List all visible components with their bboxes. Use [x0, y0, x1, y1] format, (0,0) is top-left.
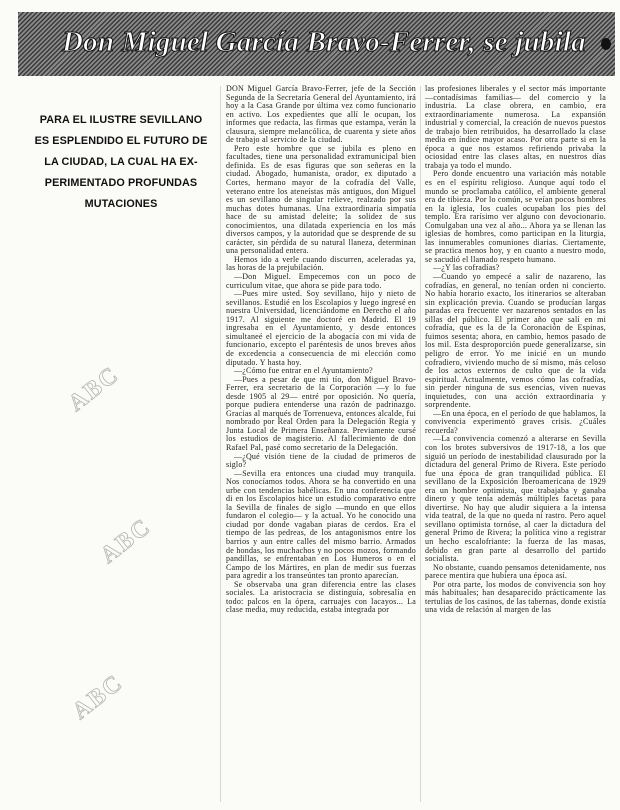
bullet-dot-icon	[601, 38, 611, 50]
abc-watermark: ABC	[67, 669, 129, 725]
paragraph: No obstante, cuando pensamos detenidamente, nos parece mentira que hubiera una época así.	[425, 562, 606, 581]
paragraph: —Sevilla era entonces una ciudad muy tranquila. Nos conocíamos todos. Ahora se ha convertido en una urbe con tendencias babélicas. En una conferencia que di en los Escolapios hice un estudio comparativo entre la Sevilla de finales de siglo —mundo en que ellos fundaron el colegio— y la actual. Yo he conocido una ciudad por donde vagaban piaras de cerdos. Era el tiempo de las pedreas, de los antagonismos entre los barrios y aun entre calles del mismo barrio. Armados de hondas, los muchachos y no pocos mozos, formando pandillas, se enfrentaban en Los Humeros o en el Campo de los Mártires, en plan de medir sus fuerzas para agredir a los transeúntes tan pronto aparecían.	[226, 468, 416, 581]
paragraph: Pero donde encuentro una variación más notable es en el espíritu religioso. Aunque aquí todo el mundo se proclamaba católico, el ambiente general era de tibieza. Por lo común, se veían pocos hombres en la iglesia, los cuales ocupaban los pies del templo. Era rarísimo ver alguno con devocionario. Comulgaban una vez al año... Ahora ya se llenan las iglesias de hombres, como participan en la liturgia, las innumerables comuniones diarias. Ciertamente, se practica menos hoy, y en cuanto a nuestro modo, se sacudió el llamado respeto humano.	[425, 169, 606, 264]
headline-title: Don Miguel García Bravo-Ferrer, se jubila	[62, 26, 586, 58]
paragraph: DON Miguel García Bravo-Ferrer, jefe de la Sección Segunda de la Secretaría General del Ayuntamiento, irá hoy a la Casa Grande por última vez como funcionario en activo. Los expedientes que allí le ocupan, los informes que redacta, las firmas que estampa, verán la clausura, siempre melancólica, de cuarenta y siete años de trabajo al servicio de la ciudad.	[226, 84, 416, 145]
headline-banner	[18, 12, 615, 76]
paragraph: Se observaba una gran diferencia entre las clases sociales. La aristocracia se distinguía, sobresalía en todo: palcos en la ópera, carruajes con lacayos... La clase media, muy reducida, estaba integrada por	[226, 579, 416, 615]
paragraph: Pero este hombre que se jubila es pleno en facultades, tiene una personalidad extramunicipal bien definida. Es de esas figuras que son señeras en la ciudad. Abogado, humanista, orador, ex diputado a Cortes, hermano mayor de la cofradía del Valle, veterano entre los ateneístas más antiguos, don Miguel es un sevillano de singular relieve, realzado por sus muchas dotes humanas. Una extraordinaria simpatía hace de su amistad deleite; la solidez de sus conocimientos, una dilatada experiencia en los más diversos campos, y la autoridad que se desprende de su carácter, sin pérdida de su natural llaneza, determinan una personalidad entera.	[226, 143, 416, 256]
paragraph: Hemos ido a verle cuando discurren, aceleradas ya, las horas de la prejubilación.	[226, 254, 416, 273]
paragraph: —Don Miguel. Empecemos con un poco de curriculum vitae, que ahora se pide para todo.	[226, 272, 416, 290]
paragraph: —¿Y las cofradías?	[433, 263, 500, 273]
article-column-right	[425, 85, 606, 615]
summary-line: PARA EL ILUSTRE SEVILLANO	[39, 114, 203, 126]
abc-watermark: ABC	[95, 513, 157, 569]
column-divider	[220, 86, 221, 802]
paragraph: —Pues mire usted. Soy sevillano, hijo y nieto de sevillanos. Estudié en los Escolapios y luego ingresé en nuestra Universidad, licenciándome en Derecho el año 1917. Al siguiente me doctoré en Madrid. El 19 ingresaba en el Ayuntamiento, y desde entonces simultaneé el ejercicio de la abogacía con mi vida de funcionario, excepto el paréntesis de unos breves años de excedencia a consecuencia de mi elección como diputado. Y hasta hoy.	[226, 289, 416, 367]
article-column-middle	[226, 85, 416, 615]
column-divider	[420, 86, 421, 802]
paragraph: Por otra parte, los modos de convivencia son hoy más habituales; han desaparecido prácticamente las tertulias de los casinos, de las tabernas, donde existía una vida de relación al margen de las	[425, 579, 606, 615]
paragraph: —Pues a pesar de que mi tío, don Miguel Bravo-Ferrer, era secretario de la Corporación —y lo fue desde 1905 al 29— entré por oposición. No quería, porque pudiera entenderse una razón de padrinazgo. Gracias al marqués de Torrenueva, entonces alcalde, fui nombrado por Real Orden para la Delegación Regia y Junta Local de Primera Enseñanza. Previamente cursé los estudios de magisterio. Al fallecimiento de don Rafael Pal, pasé como secretario de la Delegación.	[226, 374, 416, 452]
paragraph: —¿Cómo fue entrar en el Ayuntamiento?	[234, 366, 373, 376]
summary-line: PERIMENTADO PROFUNDAS	[44, 177, 198, 189]
summary-line: ES ESPLENDIDO EL FUTURO DE	[34, 135, 208, 147]
abc-watermark: ABC	[63, 361, 125, 417]
paragraph: —¿Qué visión tiene de la ciudad de primeros de siglo?	[226, 451, 416, 470]
summary-line: MUTACIONES	[84, 198, 158, 210]
paragraph: —En una época, en el período de que hablamos, la convivencia experimentó graves crisis. ¿Cuáles recuerda?	[425, 408, 606, 435]
paragraph: las profesiones liberales y el sector más importante —contadísimas familias— del comercio y la industria. La clase obrera, en cambio, era extraordinariamente numerosa. La expansión industrial y comercial, la creación de nuevos puestos de trabajo bien retribuidos, ha desarrollado la clase media en índice mayor acaso. Por otra parte si en la época a que nos estamos refiriendo privaba la ociosidad entre las clases altas, en nuestros días trabaja ya todo el mundo.	[425, 84, 606, 170]
summary-block	[24, 110, 218, 215]
paragraph: —La convivencia comenzó a alterarse en Sevilla con los brotes subversivos de 1917-18, a los que siguió un período de inestabilidad clausurado por la dictadura del general Primo de Rivera. Este período fue una época de gran tranquilidad pública. El sevillano de la Exposición Iberoamericana de 1929 era un hombre optimista, que trabajaba y ganaba dinero y que tenía además múltiples facetas para divertirse. No hay que aludir siquiera a la intensa vida teatral, de la que no queda ni rastro. Pero aquel sevillano optimista tornóse, al caer la dictadura del general Primo de Rivera; la política vino a registrar un hecho escalofriante: la fuerza de las masas, debido en gran parte al desarrollo del partido socialista.	[425, 434, 606, 564]
paragraph: —Cuando yo empecé a salir de nazareno, las cofradías, en general, no tenían orden ni concierto. No había horario exacto, los itinerarios se alteraban sin explicación previa. Cuando se producían largas paradas era frecuente ver nazarenos sentados en las sillas del público. El primer año que salí en mi cofradía, que es la de la Coronación de Espinas, fuimos sesenta; ahora, en cambio, hemos pasado de los mil. Esta desproporción puede generalizarse, sin peligro de error. Yo me inicié en un mundo cofradiero, viviendo mucho de sí mismo, más celoso de los actos externos de culto que de la vida espiritual. Actualmente, vemos cómo las cofradías, sin perder ninguna de sus esencias, viven nuevas inquietudes, con una acción extraordinaria y sorprendente.	[425, 272, 606, 410]
summary-line: LA CIUDAD, LA CUAL HA EX-	[44, 156, 198, 168]
